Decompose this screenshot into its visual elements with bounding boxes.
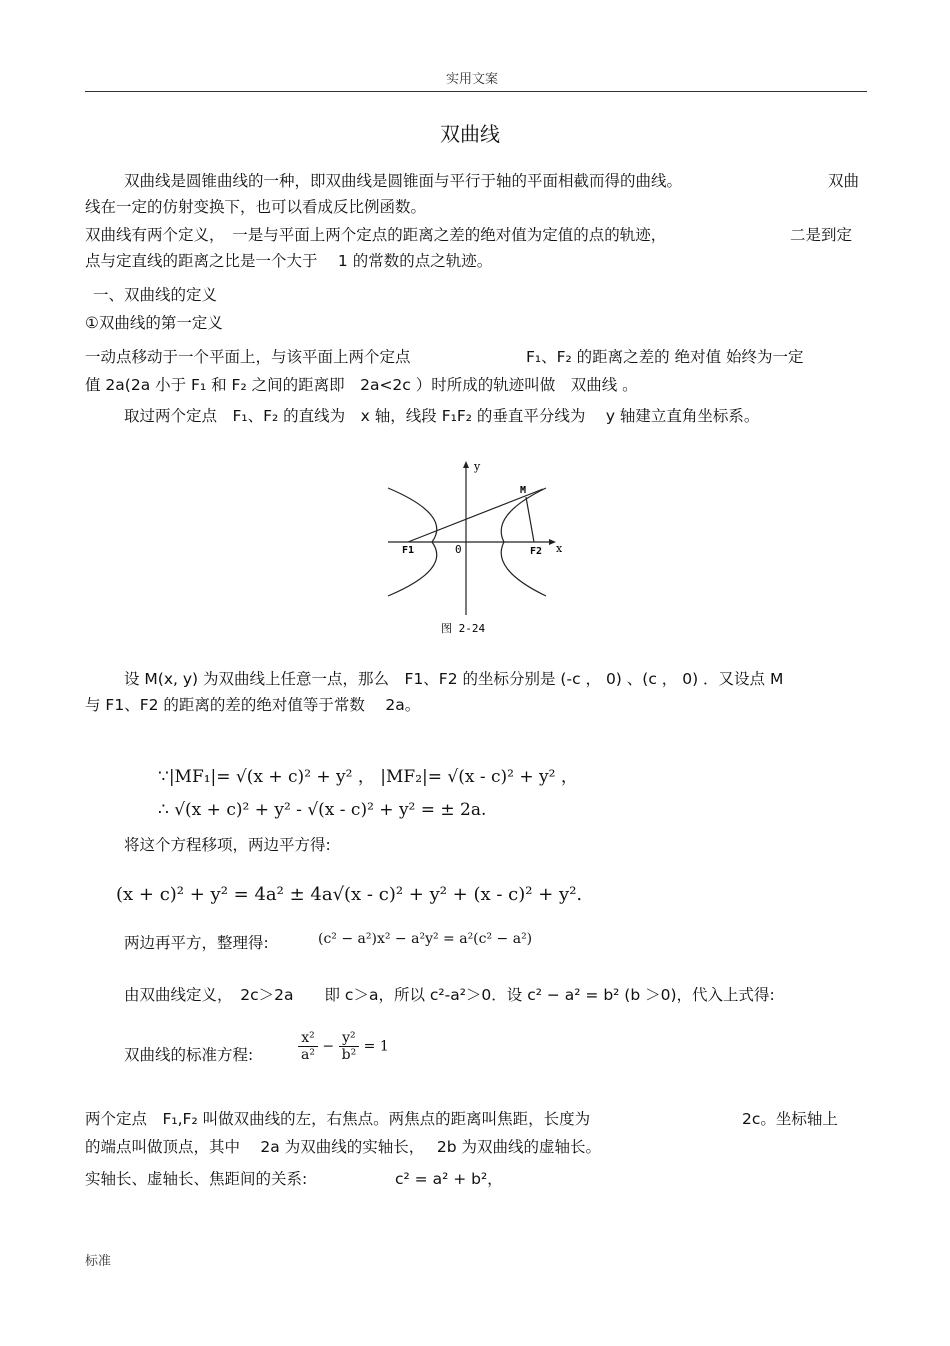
header-rule <box>85 91 867 92</box>
intro-line-1b: 双曲 <box>828 172 860 190</box>
equation-therefore: ∴ √(x + c)² + y² - √(x - c)² + y² = ± 2a. <box>158 800 487 820</box>
line-m-f2 <box>526 497 534 542</box>
focus-f1-label: F1 <box>402 545 415 556</box>
equation-squared: (x + c)² + y² = 4a² ± 4a√(x - c)² + y² + (x - c)² + y². <box>116 884 583 905</box>
standard-equation-label: 双曲线的标准方程: <box>124 1046 254 1064</box>
line-f1-m <box>408 489 543 542</box>
figure-caption: 图 2-24 <box>441 622 486 635</box>
denominator-a: a² <box>301 1047 315 1063</box>
y-axis-label: y <box>474 460 481 473</box>
page-header: 实用文案 <box>446 72 499 87</box>
hyperbola-figure <box>380 455 580 640</box>
equation-rhs: = 1 <box>363 1038 389 1055</box>
setup-line-2: 与 F1、F2 的距离的差的绝对值等于常数 2a。 <box>85 696 421 714</box>
first-definition-heading: ①双曲线的第一定义 <box>85 314 223 332</box>
equation-since: ∵|MF₁|= √(x + c)² + y² ， |MF₂|= √(x - c)² + y² ， <box>158 767 578 787</box>
intro-line-1: 双曲线是圆锥曲线的一种，即双曲线是圆锥面与平行于轴的平面相截而得的曲线。 <box>124 172 683 190</box>
page-footer: 标准 <box>85 1254 112 1269</box>
foci-line-1a: 两个定点 F₁,F₂ 叫做双曲线的左，右焦点。两焦点的距离叫焦距，长度为 <box>85 1110 591 1128</box>
definition-line-1b: F₁、F₂ 的距离之差的 绝对值 始终为一定 <box>526 348 804 366</box>
foci-line-2: 的端点叫做顶点，其中 2a 为双曲线的实轴长， 2b 为双曲线的虚轴长。 <box>85 1138 602 1156</box>
x-axis-arrow <box>549 539 556 545</box>
definition-line-2: 值 2a(2a 小于 F₁ 和 F₂ 之间的距离即 2a<2c ）时所成的轨迹叫做 双曲线 。 <box>85 376 638 394</box>
definition-substitution: 由双曲线定义， 2c＞2a 即 c＞a，所以 c²-a²＞0．设 c² − a² = b² (b ＞0)，代入上式得: <box>124 986 775 1004</box>
focus-f2-label: F2 <box>530 546 543 557</box>
intro-line-4: 点与定直线的距离之比是一个大于 1 的常数的点之轨迹。 <box>85 252 493 270</box>
equation-square-again: (c² − a²)x² − a²y² = a²(c² − a²) <box>318 931 533 947</box>
axis-relation-label: 实轴长、虚轴长、焦距间的关系: <box>85 1170 308 1188</box>
fraction-y <box>339 1030 360 1063</box>
x-axis-label: x <box>556 542 563 555</box>
point-m-label: M <box>520 485 527 496</box>
denominator-b: b² <box>341 1047 357 1063</box>
definition-line-3: 取过两个定点 F₁、F₂ 的直线为 x 轴，线段 F₁F₂ 的垂直平分线为 y 轴建立直角坐标系。 <box>124 407 760 425</box>
definition-line-1a: 一动点移动于一个平面上，与该平面上两个定点 <box>85 348 411 366</box>
foci-line-1b: 2c。坐标轴上 <box>742 1110 838 1128</box>
section-heading: 一、双曲线的定义 <box>93 286 218 304</box>
page-title: 双曲线 <box>440 122 500 146</box>
intro-line-3b: 二是到定 <box>790 226 853 244</box>
square-again-label: 两边再平方，整理得: <box>124 934 269 952</box>
intro-line-2: 线在一定的仿射变换下，也可以看成反比例函数。 <box>85 198 427 216</box>
setup-line-1: 设 M(x, y) 为双曲线上任意一点，那么 F1、F2 的坐标分别是 (-c ， 0) 、(c ， 0) ．又设点 M <box>124 670 784 688</box>
move-terms-text: 将这个方程移项，两边平方得: <box>124 836 331 854</box>
numerator-y: y² <box>339 1030 360 1047</box>
fraction-x <box>298 1030 318 1063</box>
standard-equation <box>298 1030 389 1063</box>
y-axis-arrow <box>463 461 469 468</box>
intro-line-3: 双曲线有两个定义， 一是与平面上两个定点的距离之差的绝对值为定值的点的轨迹， <box>85 226 667 244</box>
numerator-x: x² <box>298 1030 318 1047</box>
axis-relation-formula: c² = a² + b²， <box>395 1170 503 1188</box>
origin-label: 0 <box>455 543 462 556</box>
minus-sign: − <box>322 1038 335 1055</box>
